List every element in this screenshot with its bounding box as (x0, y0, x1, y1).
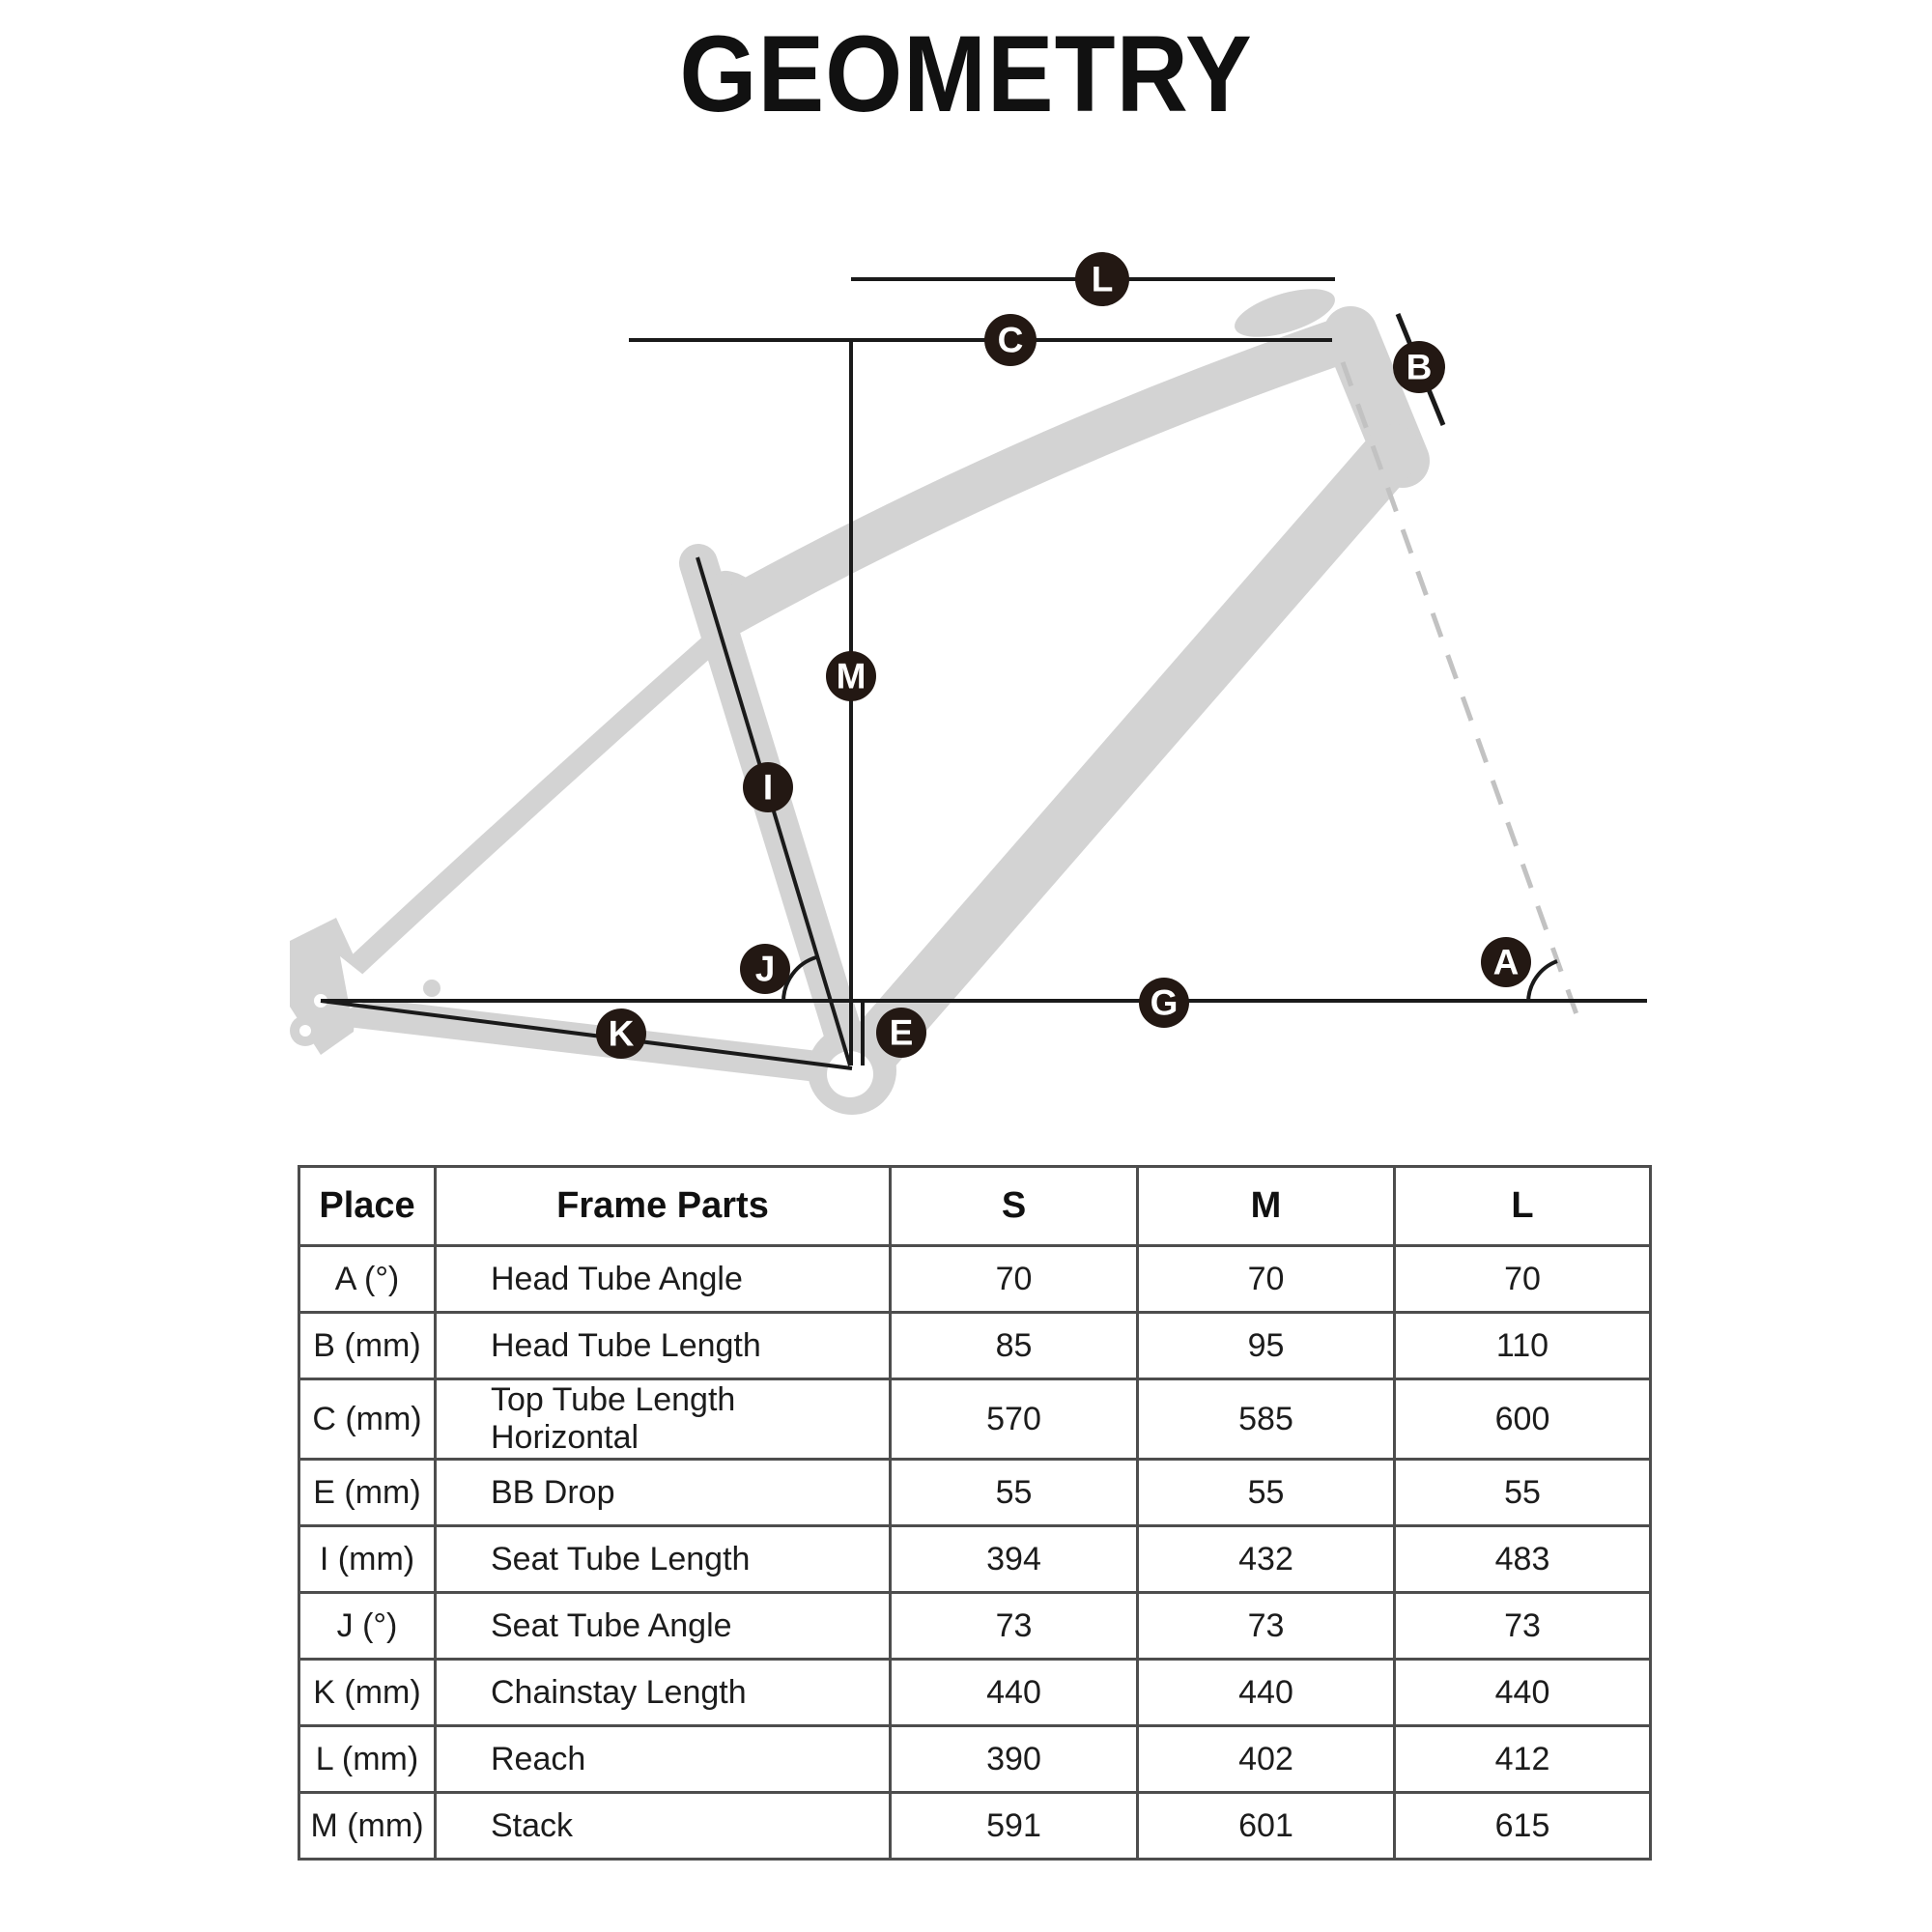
value-cell-m: 440 (1138, 1660, 1395, 1726)
value-cell-m: 601 (1138, 1793, 1395, 1860)
value-cell-s: 591 (891, 1793, 1138, 1860)
table-header-row (299, 1167, 1651, 1246)
head-angle-arc-A (1528, 961, 1557, 1003)
value-cell-m: 402 (1138, 1726, 1395, 1793)
table-row (299, 1460, 1651, 1526)
value-cell-l: 70 (1395, 1246, 1651, 1313)
badge-E (876, 1008, 926, 1058)
col-header-size-m: M (1138, 1167, 1395, 1246)
badge-J (740, 944, 790, 994)
badge-A-label: A (1492, 942, 1520, 982)
badge-L-label: L (1091, 259, 1114, 299)
down-tube (860, 452, 1393, 1065)
badge-A (1481, 937, 1531, 987)
place-cell: K (mm) (299, 1660, 436, 1726)
value-cell-l: 615 (1395, 1793, 1651, 1860)
table-row (299, 1726, 1651, 1793)
chain-stay (340, 1010, 850, 1070)
badge-M (826, 651, 876, 701)
table-row (299, 1246, 1651, 1313)
part-cell: Chainstay Length (436, 1660, 891, 1726)
value-cell-s: 570 (891, 1379, 1138, 1460)
place-cell: I (mm) (299, 1526, 436, 1593)
part-cell: Seat Tube Angle (436, 1593, 891, 1660)
part-cell: BB Drop (436, 1460, 891, 1526)
place-cell: E (mm) (299, 1460, 436, 1526)
value-cell-m: 95 (1138, 1313, 1395, 1379)
value-cell-m: 73 (1138, 1593, 1395, 1660)
chainstay-line-K (321, 1001, 852, 1068)
badge-J-label: J (754, 949, 776, 989)
value-cell-s: 394 (891, 1526, 1138, 1593)
place-cell: C (mm) (299, 1379, 436, 1460)
value-cell-s: 390 (891, 1726, 1138, 1793)
part-cell: Stack (436, 1793, 891, 1860)
value-cell-s: 440 (891, 1660, 1138, 1726)
col-header-place: Place (299, 1167, 436, 1246)
value-cell-l: 483 (1395, 1526, 1651, 1593)
value-cell-l: 55 (1395, 1460, 1651, 1526)
col-header-size-l: L (1395, 1167, 1651, 1246)
value-cell-s: 73 (891, 1593, 1138, 1660)
value-cell-m: 55 (1138, 1460, 1395, 1526)
hanger-hole (299, 1025, 311, 1037)
table-row (299, 1593, 1651, 1660)
place-cell: B (mm) (299, 1313, 436, 1379)
badge-B-label: B (1406, 347, 1433, 387)
part-cell: Head Tube Length (436, 1313, 891, 1379)
badge-I-label: I (762, 767, 774, 808)
badge-I (743, 762, 793, 812)
value-cell-s: 85 (891, 1313, 1138, 1379)
badge-B (1393, 341, 1445, 393)
chainstay-bump (423, 980, 440, 997)
table-row (299, 1313, 1651, 1379)
badge-K (596, 1009, 646, 1059)
part-cell: Reach (436, 1726, 891, 1793)
part-cell: Seat Tube Length (436, 1526, 891, 1593)
value-cell-m: 432 (1138, 1526, 1395, 1593)
badge-G-label: G (1150, 982, 1179, 1023)
value-cell-l: 412 (1395, 1726, 1651, 1793)
table-row (299, 1379, 1651, 1460)
badge-L (1075, 252, 1129, 306)
badge-C (984, 314, 1037, 366)
place-cell: A (°) (299, 1246, 436, 1313)
badge-C-label: C (997, 320, 1024, 360)
value-cell-s: 70 (891, 1246, 1138, 1313)
col-header-size-s: S (891, 1167, 1138, 1246)
value-cell-l: 600 (1395, 1379, 1651, 1460)
page-title: GEOMETRY (679, 14, 1253, 134)
place-cell: M (mm) (299, 1793, 436, 1860)
table-row (299, 1793, 1651, 1860)
value-cell-l: 440 (1395, 1660, 1651, 1726)
value-cell-l: 110 (1395, 1313, 1651, 1379)
geometry-table (298, 1165, 1652, 1861)
value-cell-l: 73 (1395, 1593, 1651, 1660)
seat-stay (340, 630, 726, 980)
fork-axis-dashed-line (1343, 362, 1577, 1014)
badge-G (1139, 978, 1189, 1028)
table-row (299, 1660, 1651, 1726)
badge-M-label: M (836, 656, 867, 696)
place-cell: J (°) (299, 1593, 436, 1660)
badge-K-label: K (608, 1013, 635, 1054)
part-cell: Top Tube Length Horizontal (436, 1379, 891, 1460)
part-cell: Head Tube Angle (436, 1246, 891, 1313)
value-cell-m: 585 (1138, 1379, 1395, 1460)
table-row (299, 1526, 1651, 1593)
col-header-frame-parts: Frame Parts (436, 1167, 891, 1246)
place-cell: L (mm) (299, 1726, 436, 1793)
value-cell-s: 55 (891, 1460, 1138, 1526)
value-cell-m: 70 (1138, 1246, 1395, 1313)
badge-E-label: E (889, 1012, 914, 1053)
